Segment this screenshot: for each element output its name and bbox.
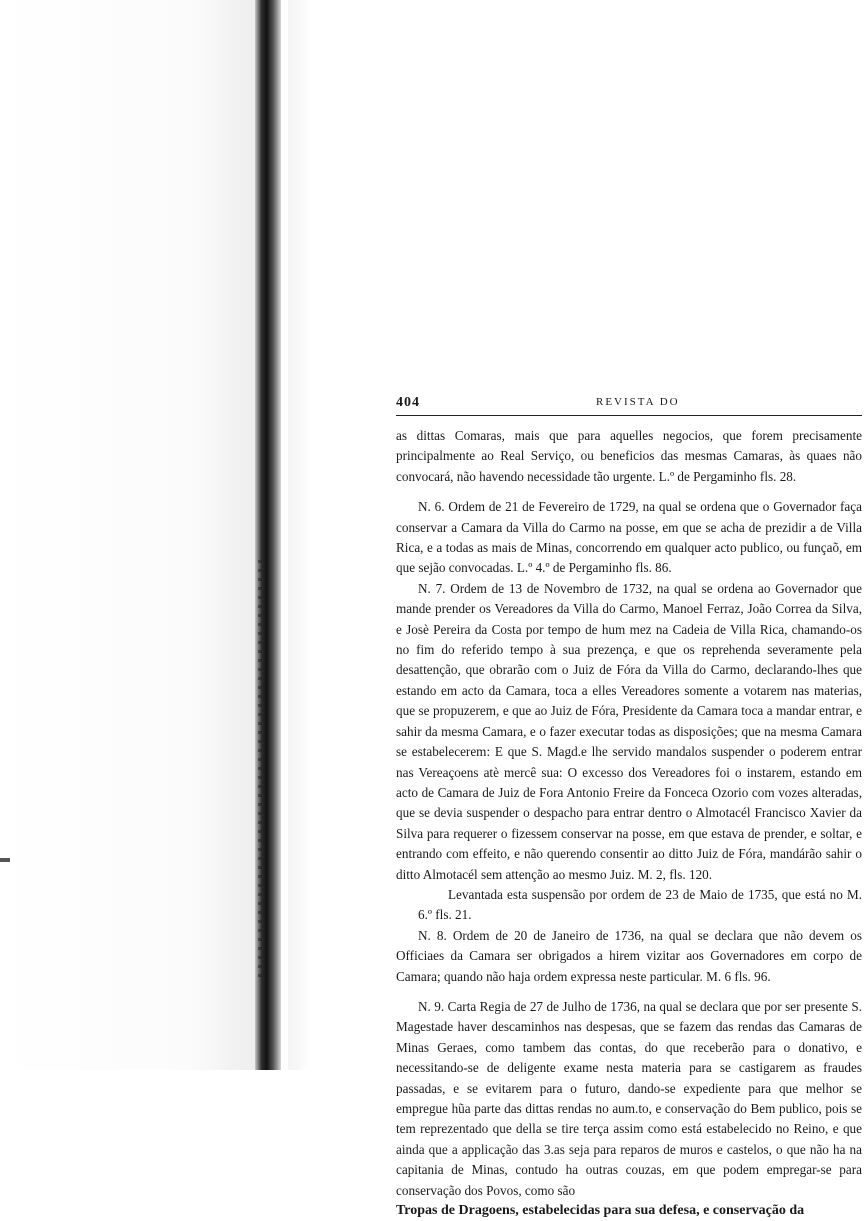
page-body [396, 426, 862, 1221]
facing-page-blank [0, 0, 255, 1070]
running-head: REVISTA DO [596, 396, 680, 408]
entry-n7-note: Levantada esta suspensão por ordem de 23 de Maio de 1735, que está no M. 6.º fls. 21. [418, 886, 862, 923]
margin-mark [0, 858, 10, 862]
final-line: Tropas de Dragoens, estabelecidas para sua defesa, e conservação da [396, 1203, 805, 1219]
entry-n9: N. 9. Carta Regia de 27 de Julho de 1736, na qual se declara que por ser presente S. Magestade haver descaminhos nas despesas, que se fazem das rendas das Camaras de Minas Geraes, como tambem das contas, do que receberão para o donativo, e necessitando-se de deligente exame nesta materia para se castigarem as fraudes passadas, e se evitarem para o futuro, dando-se expediente para que melhor se empregue hũa parte das dittas rendas no aum.to, e conservação do Bem publico, pois se tem reprezentado que della se tire terça assim como está estabelecido no Reino, e que ainda que a applicação das 3.as seja para reparos de muros e castelos, o que não ha na capitania de Minas, contudo ha outras couzas, em que podem empregar-se para conservação dos Povos, como são [396, 998, 862, 1198]
entry-n6: N. 6. Ordem de 21 de Fevereiro de 1729, na qual se ordena que o Governador faça conservar a Camara da Villa do Carmo na posse, em que se acha de prezidir a de Villa Rica, e a todas as mais de Minas, concorrendo em qualquer acto publico, ou funçaõ, em que sejão convocadas. L.º 4.º de Pergaminho fls. 86. [396, 499, 862, 576]
page-number: 404 [396, 395, 420, 410]
page-header [396, 393, 862, 416]
entry-n8: N. 8. Ordem de 20 de Janeiro de 1736, na qual se declara que não devem os Officiaes da Camara ser obrigados a hirem vizitar aos Governadores em corpo de Camara; quando não haja ordem expressa neste particular. M. 6 fls. 96. [396, 927, 862, 984]
paragraph-continuation: as dittas Comaras, mais que para aquelles negocios, que forem precisamente principalmente ao Real Serviço, ou beneficios das mesmas Camaras, às quaes não convocará, não havendo necessidade tão urgente. L.º de Pergaminho fls. 28. [396, 428, 862, 484]
entry-n7: N. 7. Ordem de 13 de Novembro de 1732, na qual se ordena ao Governador que mande prender os Vereadores da Villa do Carmo, Manoel Ferraz, João Correa da Silva, e Josè Pereira da Costa por tempo de hum mez na Cadeia de Villa Rica, chamando-os no fim do referido tempo à sua prezença, e que os reprehenda severamente pela desattenção, que obrarão com o Juiz de Fóra da Villa do Carmo, declarando-lhes que estando em acto da Camara, toca a elles Vereadores somente a votarem nas materias, que se propuzerem, e que ao Juiz de Fóra, Presidente da Camara toca a mandar entrar, e sahir da mesma Camara, e o fazer executar todas as disposições; que na mesma Camara se estabelecerem: E que S. Magd.e lhe servido mandalos suspender o poderem entrar nas Vereaçoens atè mercê sua: O excesso dos Vereadores foi o instarem, estando em acto de Camara de Juiz de Fora Antonio Freire da Fonceca Ozorio com vozes alteradas, que se devia suspender o despacho para entrar dentro o Almotacél Francisco Xavier da Silva para requerer o fizessem conservar na posse, em que estava de prender, e soltar, e entrando com effeito, e não querendo consentir ao ditto Juiz de Fóra, mandárão sahir o ditto Almotacél sem attenção ao mesmo Juiz. M. 2, fls. 120. [396, 580, 862, 882]
gutter-speckles [258, 560, 262, 980]
